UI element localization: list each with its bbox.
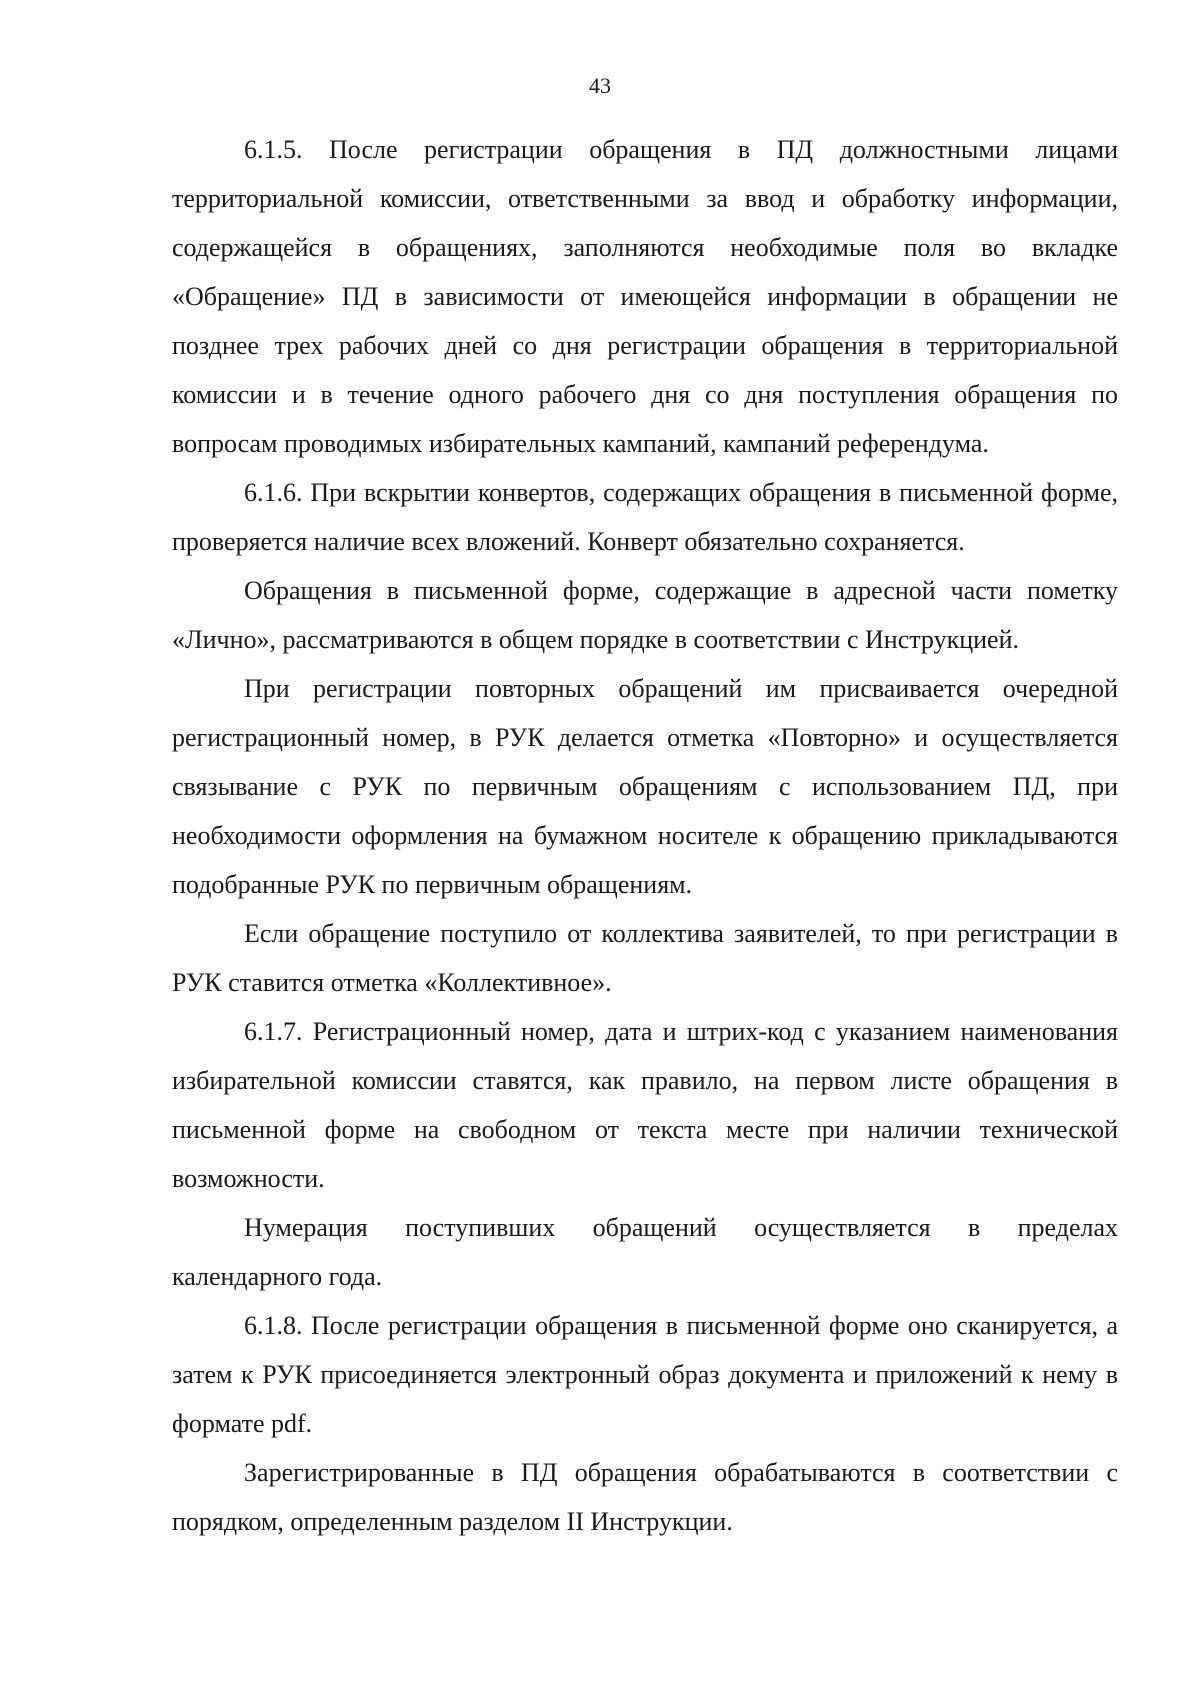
paragraph-collective-appeal: Если обращение поступило от коллектива заявителей, то при регистрации в РУК ставится отметка «Коллективное». bbox=[172, 919, 1118, 997]
paragraph-numbering: Нумерация поступивших обращений осуществляется в пределах календарного года. bbox=[172, 1213, 1118, 1291]
paragraph-personal-mark: Обращения в письменной форме, содержащие в адресной части пометку «Лично», рассматриваются в общем порядке в соответствии с Инструкцией. bbox=[172, 576, 1118, 654]
paragraph-6-1-8: 6.1.8. После регистрации обращения в письменной форме оно сканируется, а затем к РУК присоединяется электронный образ документа и приложений к нему в формате pdf. bbox=[172, 1311, 1118, 1438]
document-body bbox=[172, 125, 1118, 1546]
paragraph-6-1-5: 6.1.5. После регистрации обращения в ПД должностными лицами территориальной комиссии, ответственными за ввод и обработку информации, содержащейся в обращениях, заполняются необходимые поля во вкладке «Обращение» ПД в зависимости от имеющейся информации в обращении не позднее трех рабочих дней со дня регистрации обращения в территориальной комиссии и в течение одного рабочего дня со дня поступления обращения по вопросам проводимых избирательных кампаний, кампаний референдума. bbox=[172, 135, 1118, 458]
paragraph-6-1-6: 6.1.6. При вскрытии конвертов, содержащих обращения в письменной форме, проверяется наличие всех вложений. Конверт обязательно сохраняется. bbox=[172, 478, 1118, 556]
paragraph-6-1-7: 6.1.7. Регистрационный номер, дата и штрих-код с указанием наименования избирательной комиссии ставятся, как правило, на первом листе обращения в письменной форме на свободном от текста месте при наличии технической возможности. bbox=[172, 1017, 1118, 1193]
paragraph-repeat-registration: При регистрации повторных обращений им присваивается очередной регистрационный номер, в РУК делается отметка «Повторно» и осуществляется связывание с РУК по первичным обращениям с использованием ПД, при необходимости оформления на бумажном носителе к обращению прикладываются подобранные РУК по первичным обращениям. bbox=[172, 674, 1118, 899]
paragraph-processing: Зарегистрированные в ПД обращения обрабатываются в соответствии с порядком, определенным разделом II Инструкции. bbox=[172, 1458, 1118, 1536]
page-number: 43 bbox=[589, 73, 611, 98]
